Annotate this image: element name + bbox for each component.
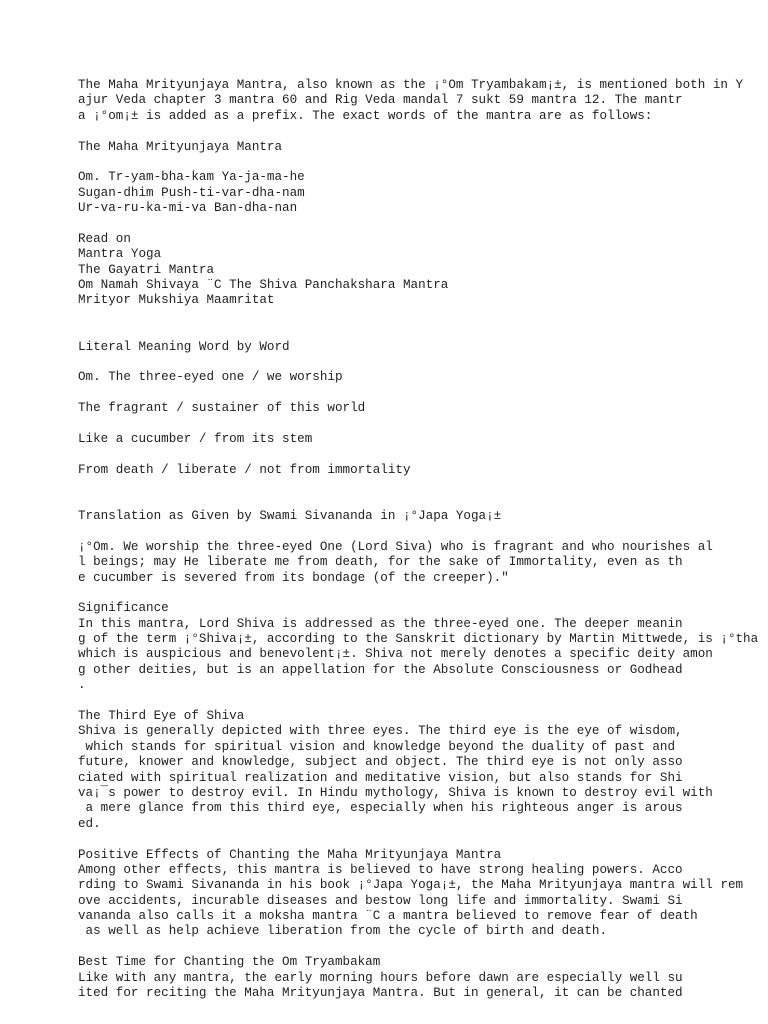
text-line: The fragrant / sustainer of this world — [78, 401, 366, 416]
text-line — [78, 309, 768, 324]
text-line: Ur-va-ru-ka-mi-va Ban-dha-nan — [78, 201, 298, 216]
text-line: Mrityor Mukshiya Maamritat — [78, 293, 275, 308]
text-line — [78, 417, 768, 432]
text-line: From death / liberate / not from immortality — [78, 462, 411, 477]
text-line: ciated with spiritual realization and meditative vision, but also stands for Shi — [78, 770, 683, 785]
text-line: Translation as Given by Swami Sivananda in ¡°Japa Yoga¡± — [78, 508, 502, 523]
text-line: l beings; may He liberate me from death, for the sake of Immortality, even as th — [78, 555, 683, 570]
text-line: The Gayatri Mantra — [78, 262, 215, 277]
text-line — [78, 494, 768, 509]
text-line: Shiva is generally depicted with three eyes. The third eye is the eye of wisdom, — [78, 724, 683, 739]
text-line: Mantra Yoga — [78, 247, 162, 262]
text-line: vananda also calls it a moksha mantra ¨C a mantra believed to remove fear of death — [78, 909, 698, 924]
text-line: Om. Tr-yam-bha-kam Ya-ja-ma-he — [78, 170, 305, 185]
text-line: ed. — [78, 816, 101, 831]
text-line — [78, 447, 768, 462]
text-line: rding to Swami Sivananda in his book ¡°Japa Yoga¡±, the Maha Mrityunjaya mantra will rem — [78, 878, 744, 893]
text-line — [78, 832, 768, 847]
text-line: Sugan-dhim Push-ti-var-dha-nam — [78, 185, 305, 200]
text-line — [78, 355, 768, 370]
text-line: . — [78, 678, 86, 693]
text-line: g of the term ¡°Shiva¡±, according to the Sanskrit dictionary by Martin Mittwede, is ¡°tha — [78, 632, 759, 647]
text-line: Read on — [78, 231, 131, 246]
text-line: ove accidents, incurable diseases and bestow long life and immortality. Swami Si — [78, 893, 683, 908]
text-line: Om. The three-eyed one / we worship — [78, 370, 343, 385]
text-line — [78, 324, 768, 339]
text-line: The Maha Mrityunjaya Mantra, also known as the ¡°Om Tryambakam¡±, is mentioned both in Y — [78, 78, 744, 92]
text-line: Among other effects, this mantra is believed to have strong healing powers. Acco — [78, 862, 683, 877]
text-line: Significance — [78, 601, 169, 616]
text-line: va¡¯s power to destroy evil. In Hindu mythology, Shiva is known to destroy evil with — [78, 785, 713, 800]
text-line: The Third Eye of Shiva — [78, 709, 245, 724]
text-line — [78, 155, 768, 170]
text-line — [78, 478, 768, 493]
text-line: as well as help achieve liberation from the cycle of birth and death. — [78, 924, 608, 939]
text-line — [78, 386, 768, 401]
text-line: e cucumber is severed from its bondage (of the creeper)." — [78, 570, 509, 585]
text-line: ¡°Om. We worship the three-eyed One (Lord Siva) who is fragrant and who nourishes al — [78, 539, 713, 554]
text-line: Best Time for Chanting the Om Tryambakam — [78, 955, 381, 970]
text-line: future, knower and knowledge, subject and object. The third eye is not only asso — [78, 755, 683, 770]
text-line: which is auspicious and benevolent¡±. Shiva not merely denotes a specific deity amon — [78, 647, 713, 662]
text-line — [78, 694, 768, 709]
text-line — [78, 124, 768, 139]
text-line: ajur Veda chapter 3 mantra 60 and Rig Veda mandal 7 sukt 59 mantra 12. The mantr — [78, 93, 683, 108]
text-line — [78, 940, 768, 955]
text-line: a mere glance from this third eye, especially when his righteous anger is arous — [78, 801, 683, 816]
text-line — [78, 524, 768, 539]
text-line — [78, 586, 768, 601]
text-line: Like with any mantra, the early morning hours before dawn are especially well su — [78, 970, 683, 985]
text-line: g other deities, but is an appellation for the Absolute Consciousness or Godhead — [78, 662, 683, 677]
text-line: In this mantra, Lord Shiva is addressed as the three-eyed one. The deeper meanin — [78, 616, 683, 631]
text-line: Literal Meaning Word by Word — [78, 339, 290, 354]
text-line: Like a cucumber / from its stem — [78, 431, 313, 446]
text-line: which stands for spiritual vision and knowledge beyond the duality of past and — [78, 739, 676, 754]
document-text — [78, 78, 768, 1001]
text-line — [78, 217, 768, 232]
text-line: The Maha Mrityunjaya Mantra — [78, 139, 283, 154]
text-line: ited for reciting the Maha Mrityunjaya Mantra. But in general, it can be chanted — [78, 986, 683, 1001]
text-line: Positive Effects of Chanting the Maha Mrityunjaya Mantra — [78, 847, 502, 862]
text-line: Om Namah Shivaya ¨C The Shiva Panchakshara Mantra — [78, 278, 449, 293]
text-line: a ¡°om¡± is added as a prefix. The exact words of the mantra are as follows: — [78, 108, 653, 123]
